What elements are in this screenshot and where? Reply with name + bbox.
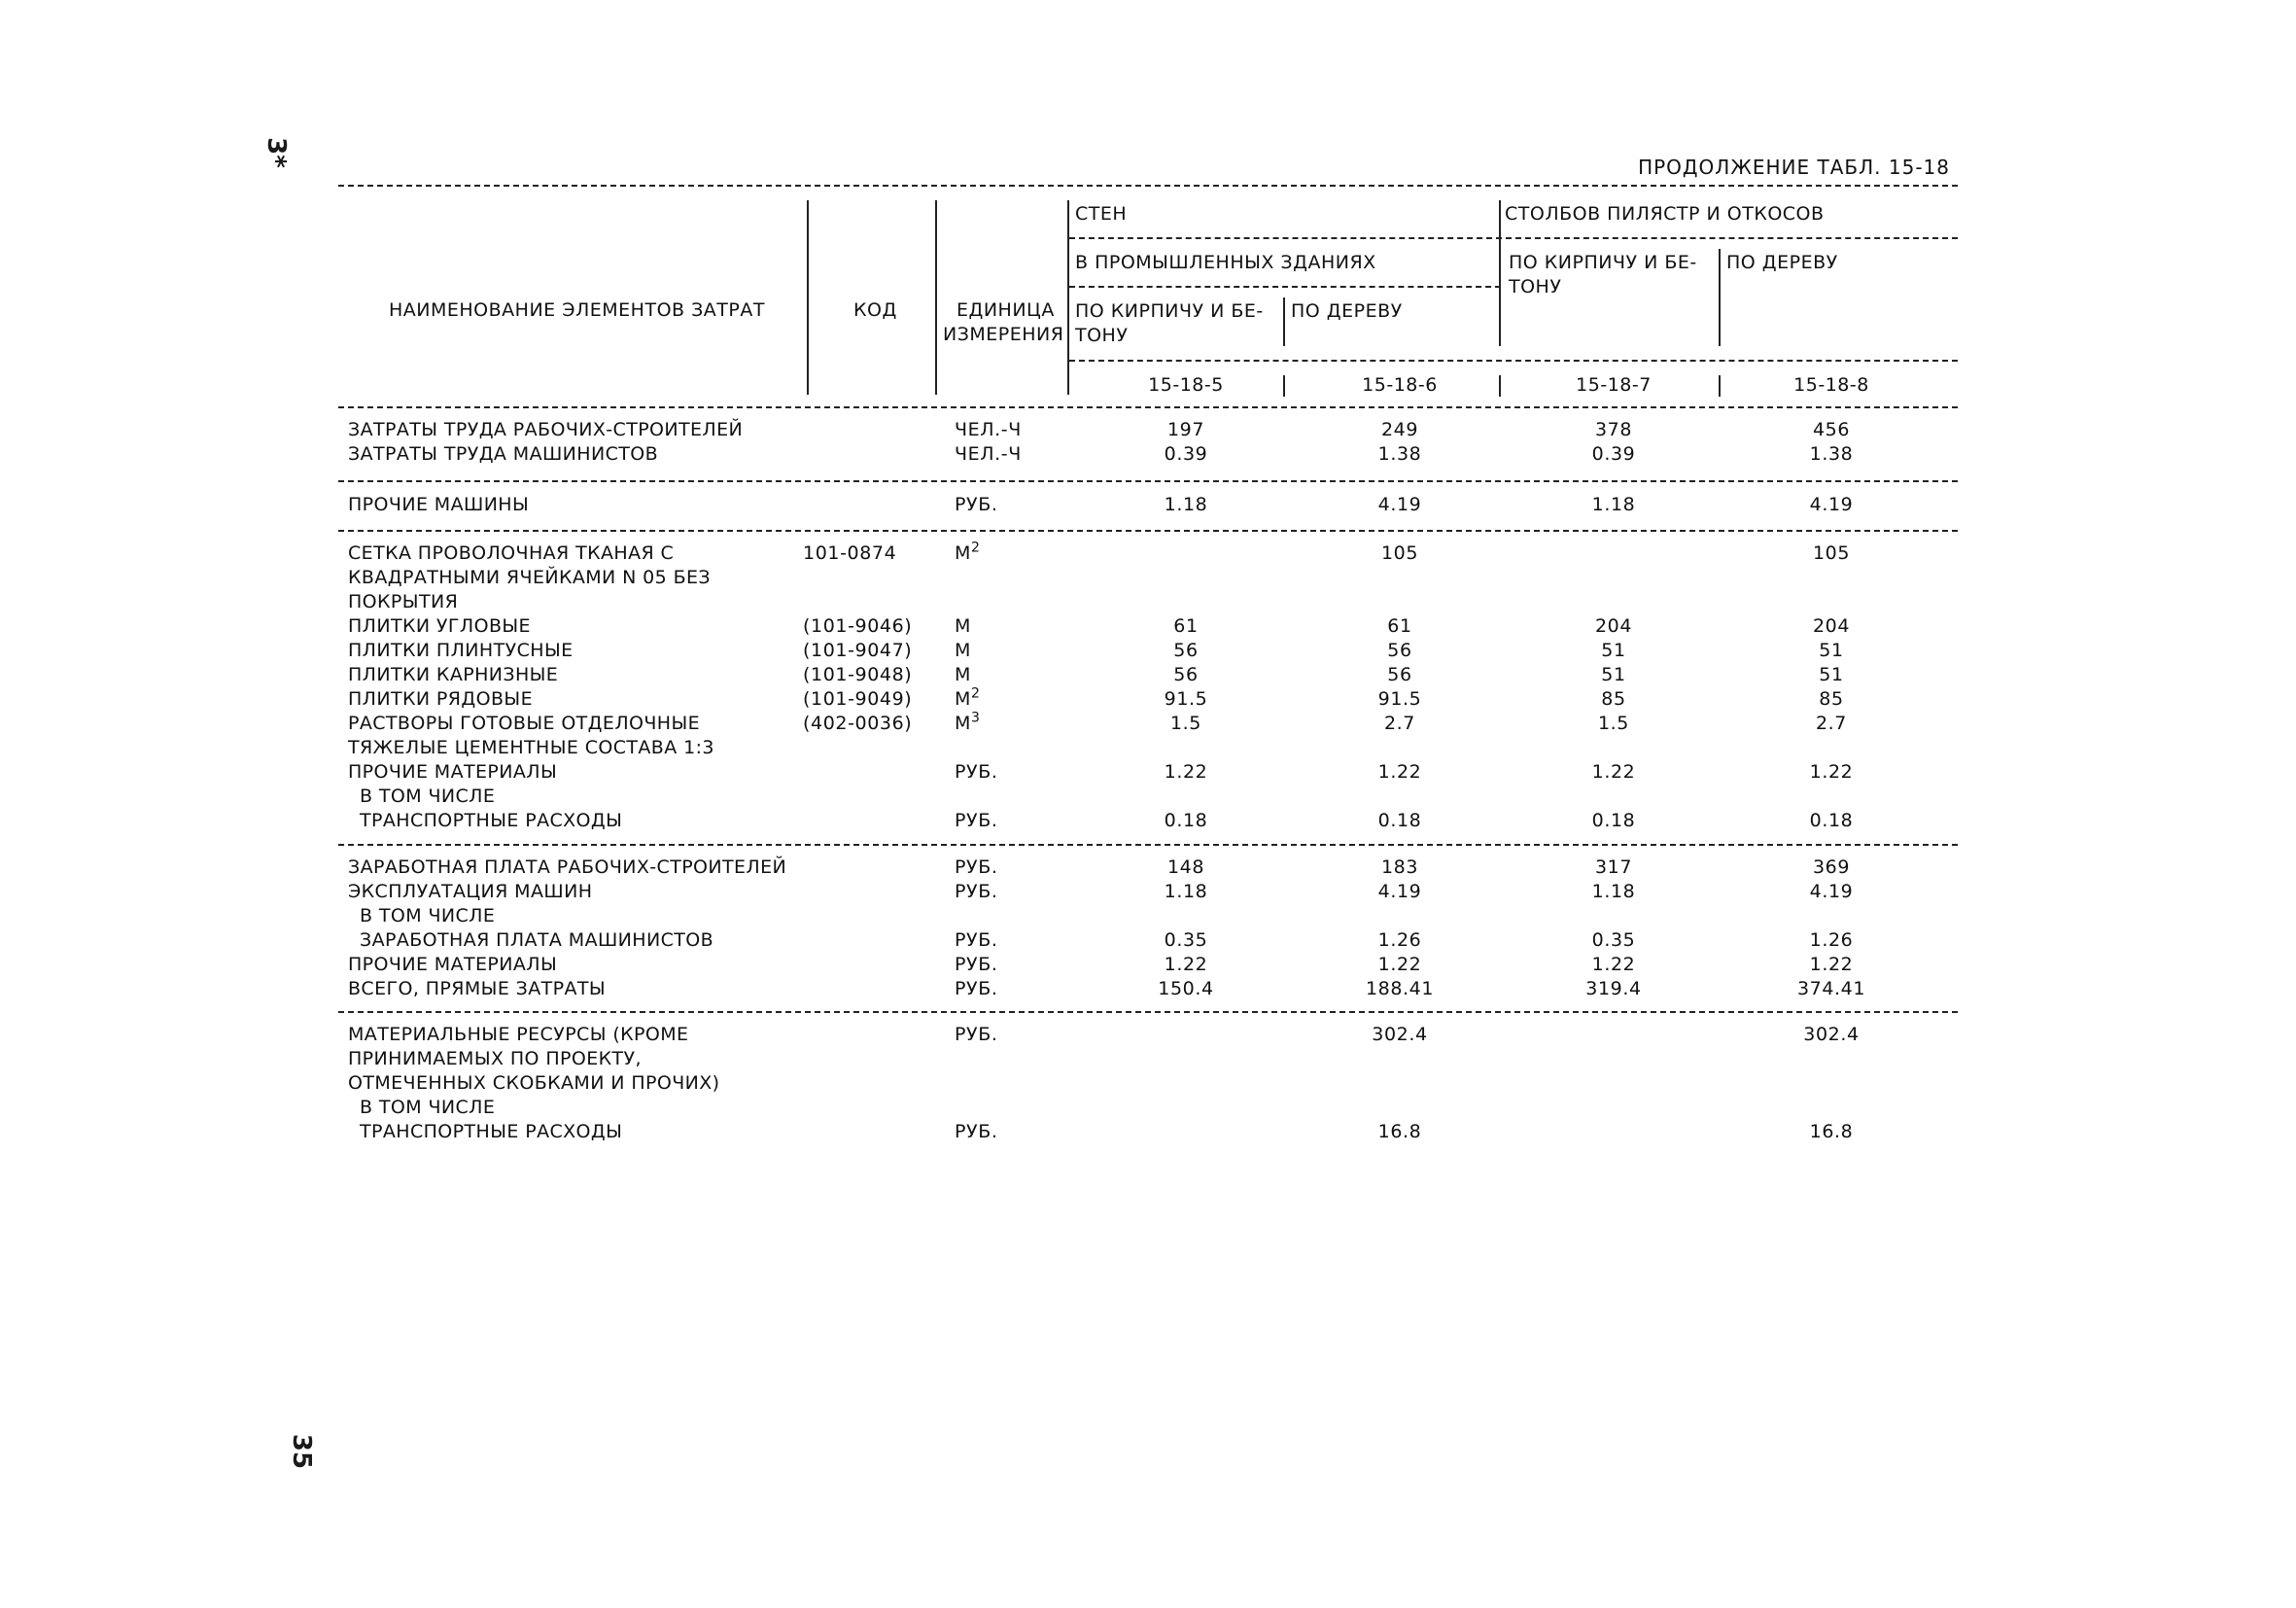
header-pillars-brick-line1: ПО КИРПИЧУ И БЕ- <box>1509 252 1697 273</box>
section-rule-2 <box>338 530 1958 532</box>
value-15-18-6: 1.26 <box>1377 929 1422 951</box>
value-15-18-7: 1.5 <box>1597 713 1630 734</box>
header-walls-wood: ПО ДЕРЕВУ <box>1291 300 1403 322</box>
row-name: ПЛИТКИ ПЛИНТУСНЫЕ <box>348 640 574 661</box>
row-name: ПЛИТКИ УГЛОВЫЕ <box>348 615 531 637</box>
value-15-18-7: 1.22 <box>1591 761 1636 783</box>
value-15-18-6: 56 <box>1387 664 1412 685</box>
header-unit-line1: ЕДИНИЦА <box>957 299 1055 321</box>
value-15-18-8: 1.26 <box>1809 929 1854 951</box>
row-name: ПРИНИМАЕМЫХ ПО ПРОЕКТУ, <box>348 1048 642 1069</box>
value-15-18-7: 319.4 <box>1585 978 1642 999</box>
row-code: (402-0036) <box>803 713 913 734</box>
value-15-18-5: 61 <box>1173 615 1199 637</box>
code-divider-3 <box>1719 375 1721 397</box>
header-rule-codes <box>1069 360 1958 362</box>
row-unit: ЧЕЛ.-Ч <box>955 419 1022 440</box>
value-15-18-6: 188.41 <box>1365 978 1435 999</box>
code-divider-1 <box>1283 375 1285 397</box>
row-name: ТРАНСПОРТНЫЕ РАСХОДЫ <box>360 810 623 831</box>
row-unit: РУБ. <box>955 954 998 975</box>
unit-exponent: 2 <box>971 685 981 702</box>
value-15-18-5: 1.22 <box>1164 761 1208 783</box>
row-code: (101-9048) <box>803 664 913 685</box>
value-15-18-8: 105 <box>1812 542 1851 564</box>
value-15-18-7: 51 <box>1601 640 1626 661</box>
row-code: (101-9047) <box>803 640 913 661</box>
header-divider-groups <box>1499 200 1501 346</box>
value-15-18-8: 4.19 <box>1809 881 1854 902</box>
row-unit: М <box>955 664 971 685</box>
header-walls-brick-line2: ТОНУ <box>1075 325 1129 346</box>
header-walls-sub: В ПРОМЫШЛЕННЫХ ЗДАНИЯХ <box>1075 252 1376 273</box>
value-15-18-7: 204 <box>1594 615 1633 637</box>
row-code: (101-9049) <box>803 688 913 710</box>
row-unit: ЧЕЛ.-Ч <box>955 443 1022 465</box>
value-15-18-5: 0.39 <box>1164 443 1208 465</box>
header-rule-groups <box>1069 237 1958 239</box>
table-top-rule <box>338 185 1958 187</box>
header-code-15-18-7: 15-18-7 <box>1576 374 1652 396</box>
table-continuation-title: ПРОДОЛЖЕНИЕ ТАБЛ. 15-18 <box>1638 156 1950 179</box>
row-unit: М <box>955 640 971 661</box>
row-unit: РУБ. <box>955 1024 998 1045</box>
value-15-18-8: 374.41 <box>1796 978 1866 999</box>
value-15-18-6: 302.4 <box>1372 1024 1428 1045</box>
row-unit: РУБ. <box>955 761 998 783</box>
value-15-18-8: 85 <box>1819 688 1844 710</box>
header-pillars-wood: ПО ДЕРЕВУ <box>1726 252 1838 273</box>
row-name: ЭКСПЛУАТАЦИЯ МАШИН <box>348 881 593 902</box>
value-15-18-8: 302.4 <box>1803 1024 1860 1045</box>
row-name: ЗАТРАТЫ ТРУДА МАШИНИСТОВ <box>348 443 659 465</box>
row-name: ПЛИТКИ РЯДОВЫЕ <box>348 688 533 710</box>
header-walls-brick-line1: ПО КИРПИЧУ И БЕ- <box>1075 300 1264 322</box>
value-15-18-8: 4.19 <box>1809 494 1854 515</box>
value-15-18-7: 51 <box>1601 664 1626 685</box>
value-15-18-6: 4.19 <box>1377 881 1422 902</box>
row-name: ЗАРАБОТНАЯ ПЛАТА РАБОЧИХ-СТРОИТЕЛЕЙ <box>348 856 787 878</box>
value-15-18-8: 51 <box>1819 664 1844 685</box>
row-unit: РУБ. <box>955 1121 998 1142</box>
row-name: ЗАРАБОТНАЯ ПЛАТА МАШИНИСТОВ <box>360 929 714 951</box>
code-divider-2 <box>1499 375 1501 397</box>
row-name: ОТМЕЧЕННЫХ СКОБКАМИ И ПРОЧИХ) <box>348 1072 720 1094</box>
header-divider-code <box>807 200 809 395</box>
row-name: В ТОМ ЧИСЛЕ <box>360 1097 496 1118</box>
value-15-18-7: 0.39 <box>1591 443 1636 465</box>
row-unit: РУБ. <box>955 494 998 515</box>
value-15-18-5: 0.35 <box>1164 929 1208 951</box>
value-15-18-7: 1.22 <box>1591 954 1636 975</box>
value-15-18-7: 0.18 <box>1591 810 1636 831</box>
header-divider-values <box>1067 200 1069 395</box>
row-unit: РУБ. <box>955 929 998 951</box>
row-unit: $М^2$ <box>955 540 981 564</box>
value-15-18-6: 249 <box>1380 419 1419 440</box>
value-15-18-6: 0.18 <box>1377 810 1422 831</box>
header-divider-pillars-sub <box>1719 249 1721 346</box>
header-rule-walls-sub <box>1069 286 1501 288</box>
value-15-18-8: 369 <box>1812 856 1851 878</box>
row-name: ПРОЧИЕ МАТЕРИАЛЫ <box>348 954 558 975</box>
header-name-col: НАИМЕНОВАНИЕ ЭЛЕМЕНТОВ ЗАТРАТ <box>389 299 765 321</box>
value-15-18-7: 317 <box>1594 856 1633 878</box>
header-unit-line2: ИЗМЕРЕНИЯ <box>943 324 1064 345</box>
header-divider-walls-sub <box>1283 297 1285 346</box>
row-unit: М <box>955 615 971 637</box>
row-name: ПЛИТКИ КАРНИЗНЫЕ <box>348 664 559 685</box>
row-name: ПОКРЫТИЯ <box>348 591 459 612</box>
row-unit: $М^3$ <box>955 710 981 734</box>
row-name: ТРАНСПОРТНЫЕ РАСХОДЫ <box>360 1121 623 1142</box>
value-15-18-5: 1.5 <box>1169 713 1202 734</box>
value-15-18-6: 183 <box>1380 856 1419 878</box>
row-name: В ТОМ ЧИСЛЕ <box>360 786 496 807</box>
row-unit: $М^2$ <box>955 685 981 710</box>
value-15-18-8: 2.7 <box>1815 713 1848 734</box>
value-15-18-5: 197 <box>1166 419 1205 440</box>
value-15-18-5: 56 <box>1173 664 1199 685</box>
row-unit: РУБ. <box>955 810 998 831</box>
section-rule-3 <box>338 844 1958 846</box>
unit-exponent: 3 <box>971 710 981 726</box>
header-bottom-rule <box>338 406 1958 408</box>
row-unit: РУБ. <box>955 978 998 999</box>
value-15-18-6: 61 <box>1387 615 1412 637</box>
row-name: РАСТВОРЫ ГОТОВЫЕ ОТДЕЛОЧНЫЕ <box>348 713 701 734</box>
value-15-18-5: 1.22 <box>1164 954 1208 975</box>
value-15-18-8: 0.18 <box>1809 810 1854 831</box>
value-15-18-6: 91.5 <box>1377 688 1422 710</box>
value-15-18-5: 148 <box>1166 856 1205 878</box>
value-15-18-8: 1.22 <box>1809 761 1854 783</box>
value-15-18-5: 56 <box>1173 640 1199 661</box>
header-group-walls: СТЕН <box>1075 203 1128 225</box>
page-number: 35 <box>287 1433 317 1470</box>
value-15-18-6: 1.22 <box>1377 954 1422 975</box>
section-rule-4 <box>338 1011 1958 1013</box>
value-15-18-5: 1.18 <box>1164 881 1208 902</box>
header-code-15-18-8: 15-18-8 <box>1793 374 1869 396</box>
value-15-18-6: 16.8 <box>1377 1121 1422 1142</box>
row-name: ПРОЧИЕ МАТЕРИАЛЫ <box>348 761 558 783</box>
row-name: ЗАТРАТЫ ТРУДА РАБОЧИХ-СТРОИТЕЛЕЙ <box>348 419 744 440</box>
value-15-18-6: 4.19 <box>1377 494 1422 515</box>
value-15-18-7: 378 <box>1594 419 1633 440</box>
header-pillars-brick-line2: ТОНУ <box>1509 276 1562 297</box>
row-unit: РУБ. <box>955 881 998 902</box>
value-15-18-8: 1.38 <box>1809 443 1854 465</box>
row-name: ТЯЖЕЛЫЕ ЦЕМЕНТНЫЕ СОСТАВА 1:3 <box>348 737 714 758</box>
value-15-18-8: 1.22 <box>1809 954 1854 975</box>
value-15-18-6: 2.7 <box>1383 713 1416 734</box>
value-15-18-5: 150.4 <box>1158 978 1214 999</box>
row-name: ПРОЧИЕ МАШИНЫ <box>348 494 530 515</box>
value-15-18-7: 85 <box>1601 688 1626 710</box>
value-15-18-8: 51 <box>1819 640 1844 661</box>
row-name: КВАДРАТНЫМИ ЯЧЕЙКАМИ N 05 БЕЗ <box>348 567 711 588</box>
unit-exponent: 2 <box>971 540 981 556</box>
value-15-18-5: 1.18 <box>1164 494 1208 515</box>
value-15-18-5: 0.18 <box>1164 810 1208 831</box>
row-code: 101-0874 <box>803 542 897 564</box>
header-code-col: КОД <box>853 299 897 321</box>
value-15-18-8: 456 <box>1812 419 1851 440</box>
value-15-18-7: 0.35 <box>1591 929 1636 951</box>
value-15-18-8: 204 <box>1812 615 1851 637</box>
value-15-18-6: 105 <box>1380 542 1419 564</box>
row-name: ВСЕГО, ПРЯМЫЕ ЗАТРАТЫ <box>348 978 607 999</box>
header-code-15-18-6: 15-18-6 <box>1362 374 1438 396</box>
row-code: (101-9046) <box>803 615 913 637</box>
value-15-18-7: 1.18 <box>1591 494 1636 515</box>
value-15-18-7: 1.18 <box>1591 881 1636 902</box>
header-code-15-18-5: 15-18-5 <box>1148 374 1224 396</box>
value-15-18-5: 91.5 <box>1164 688 1208 710</box>
section-rule-1 <box>338 480 1958 482</box>
header-group-pillars: СТОЛБОВ ПИЛЯСТР И ОТКОСОВ <box>1505 203 1825 225</box>
row-unit: РУБ. <box>955 856 998 878</box>
header-divider-unit <box>935 200 937 395</box>
row-name: МАТЕРИАЛЬНЫЕ РЕСУРСЫ (КРОМЕ <box>348 1024 689 1045</box>
value-15-18-6: 1.38 <box>1377 443 1422 465</box>
value-15-18-6: 56 <box>1387 640 1412 661</box>
page-mark-top: 3* <box>261 137 291 168</box>
row-name: В ТОМ ЧИСЛЕ <box>360 905 496 926</box>
value-15-18-8: 16.8 <box>1809 1121 1854 1142</box>
value-15-18-6: 1.22 <box>1377 761 1422 783</box>
row-name: СЕТКА ПРОВОЛОЧНАЯ ТКАНАЯ С <box>348 542 675 564</box>
